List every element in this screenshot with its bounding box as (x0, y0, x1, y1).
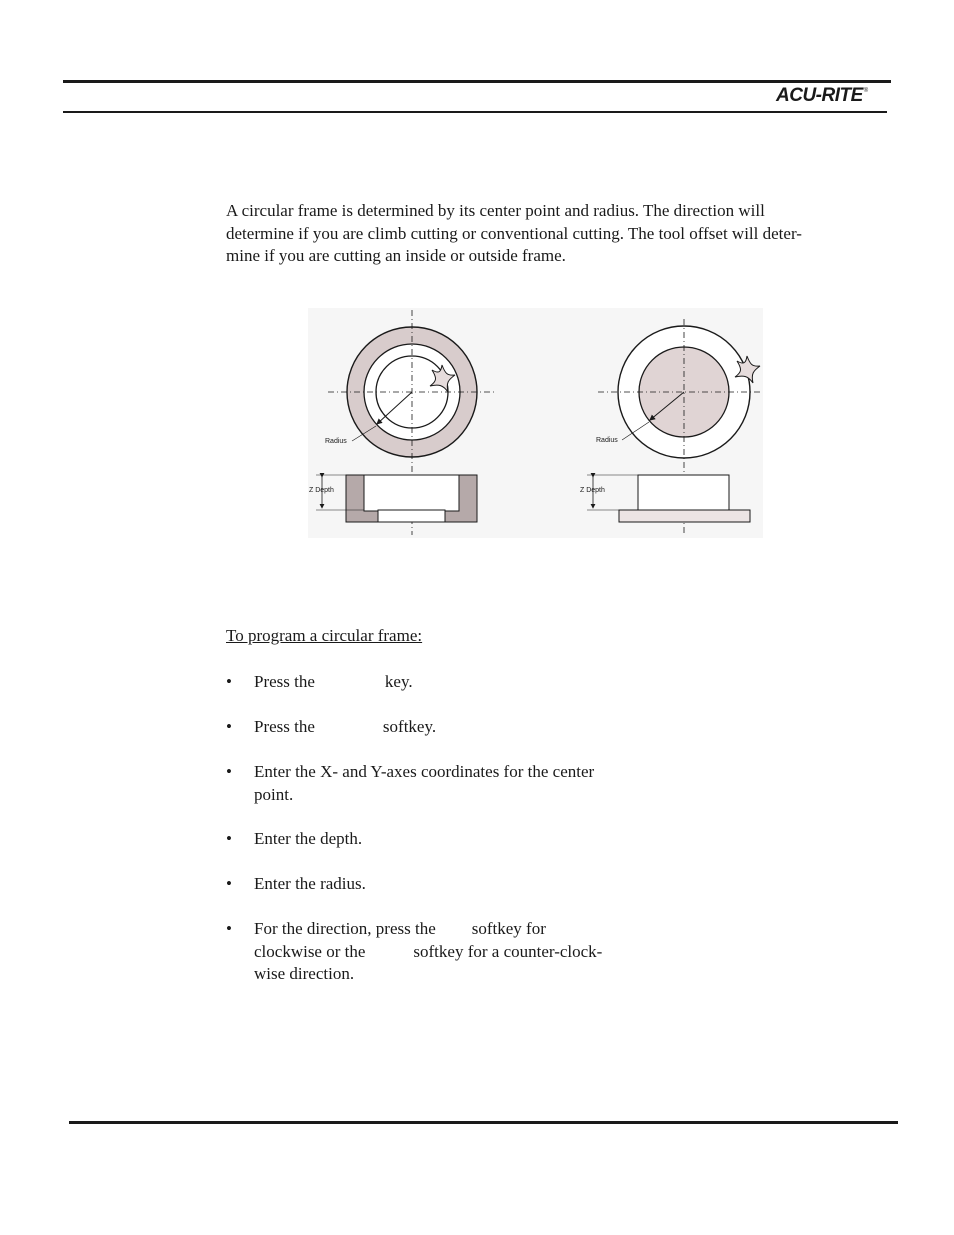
step-2-text-a: Press the (254, 717, 315, 736)
step-4-text: Enter the depth. (254, 829, 363, 848)
bullet: • (226, 874, 232, 893)
bullet: • (226, 919, 232, 938)
step-6 (226, 918, 646, 986)
right-base-section (619, 510, 750, 522)
step-5 (226, 873, 646, 896)
right-radius-label: Radius (596, 437, 618, 444)
left-radius-label: Radius (325, 438, 347, 445)
step-3 (226, 761, 646, 806)
intro-line-2: determine if you are climb cutting or conventional cutting. The tool offset will deter- (226, 223, 802, 243)
step-1-text-a: Press the (254, 672, 315, 691)
logo-text: ACU-RITE (776, 85, 863, 106)
bullet: • (226, 829, 232, 848)
step-6-text-a: For the direction, press the (254, 919, 436, 938)
procedure-heading: To program a circular frame: (226, 626, 423, 645)
right-depth-label: Z Depth (580, 487, 605, 494)
intro-line-3: mine if you are cutting an inside or outside frame. (226, 246, 566, 265)
bullet: • (226, 762, 232, 781)
left-pocket-lower (378, 510, 445, 522)
intro-line-1: A circular frame is determined by its center point and radius. The direction will (226, 201, 765, 220)
step-1-text-b: key. (384, 672, 413, 691)
step-3-line-2: point. (254, 784, 294, 804)
step-6-text-d: softkey for a counter-clock- (413, 941, 603, 961)
bullet: • (226, 717, 232, 736)
step-2-text-b: softkey. (382, 717, 437, 736)
step-3-line-1: Enter the X- and Y-axes coordinates for the center (254, 762, 595, 781)
step-4 (226, 828, 646, 851)
registered-mark: ® (863, 88, 868, 94)
header-bottom-rule (63, 111, 887, 113)
circular-frame-figure (300, 305, 770, 540)
right-boss-section (638, 475, 729, 510)
left-depth-label: Z Depth (309, 487, 334, 494)
footer-rule (69, 1121, 898, 1124)
step-1 (226, 671, 646, 694)
step-6-text-c: clockwise or the (254, 941, 366, 961)
step-6-text-e: wise direction. (254, 964, 355, 983)
step-2 (226, 716, 646, 739)
step-5-text: Enter the radius. (254, 874, 366, 893)
step-6-text-b: softkey for (471, 919, 546, 938)
header-top-rule (63, 80, 891, 83)
bullet: • (226, 672, 232, 691)
left-pocket-upper (364, 475, 459, 511)
intro-paragraph (226, 200, 876, 268)
acu-rite-logo (776, 85, 868, 107)
